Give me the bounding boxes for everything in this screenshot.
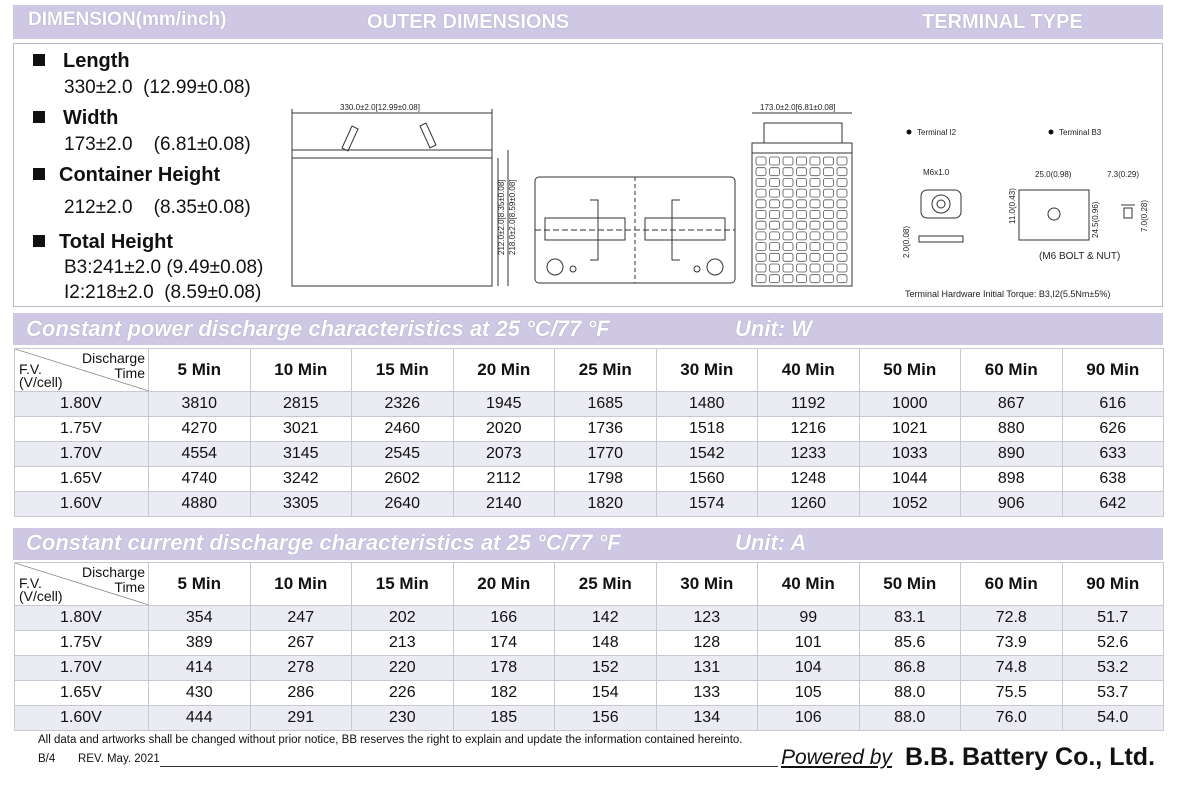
- value-cell: 154: [555, 681, 657, 706]
- table-row: [15, 606, 1164, 631]
- value-cell: 3305: [250, 492, 352, 517]
- table-corner-header: [15, 349, 149, 392]
- corner-fv-label: F.V. (V/cell): [19, 575, 63, 604]
- table-header-row: [15, 563, 1164, 606]
- current-table-unit: Unit: A: [735, 530, 807, 555]
- side-width-label: 330.0±2.0[12.99±0.08]: [340, 103, 420, 112]
- value-cell: 75.5: [961, 681, 1063, 706]
- vent-cell: [797, 232, 807, 240]
- table-corner-header: [15, 563, 149, 606]
- value-cell: 1480: [656, 392, 758, 417]
- value-cell: 99: [758, 606, 860, 631]
- vent-cell: [824, 178, 834, 186]
- vent-cell: [783, 253, 793, 261]
- value-cell: 4554: [149, 442, 251, 467]
- terminal-type-label: TERMINAL TYPE: [922, 11, 1083, 33]
- table-row: [15, 492, 1164, 517]
- fv-cell: 1.75V: [15, 417, 149, 442]
- fv-cell: 1.80V: [15, 606, 149, 631]
- total-height-b3-value: B3:241±2.0 (9.49±0.08): [64, 257, 264, 278]
- vent-cell: [797, 243, 807, 251]
- value-cell: 4740: [149, 467, 251, 492]
- power-table-title: Constant power discharge characteristics at 25 °C/77 °F: [26, 316, 610, 341]
- value-cell: 626: [1062, 417, 1164, 442]
- value-cell: 156: [555, 706, 657, 731]
- column-header: 10 Min: [250, 563, 352, 606]
- vent-cell: [810, 189, 820, 197]
- vent-cell: [770, 211, 780, 219]
- battery-outline-drawing: [280, 95, 880, 295]
- vent-cell: [797, 275, 807, 283]
- vent-cell: [756, 243, 766, 251]
- total-height-i2-value: I2:218±2.0 (8.59±0.08): [64, 282, 262, 303]
- value-cell: 1798: [555, 467, 657, 492]
- value-cell: 88.0: [859, 681, 961, 706]
- b3-left-dim: 11.0(0.43): [1008, 188, 1017, 224]
- vent-cell: [837, 232, 847, 240]
- vent-cell: [810, 243, 820, 251]
- value-cell: 2460: [352, 417, 454, 442]
- total-height-heading: Total Height: [33, 231, 173, 254]
- bolt-label: (M6 BOLT & NUT): [1039, 251, 1121, 262]
- height-label-2: 218.0±2.0[8.59±0.08]: [508, 179, 517, 255]
- table-row: [15, 681, 1164, 706]
- value-cell: 54.0: [1062, 706, 1164, 731]
- column-header: 30 Min: [656, 349, 758, 392]
- vent-cell: [783, 178, 793, 186]
- vent-cell: [837, 189, 847, 197]
- table-row: [15, 467, 1164, 492]
- vent-cell: [756, 253, 766, 261]
- vent-cell: [824, 157, 834, 165]
- column-header: 40 Min: [758, 349, 860, 392]
- current-table: [14, 562, 1164, 731]
- i2-dim-label: 2.0(0.08): [902, 225, 911, 258]
- fv-cell: 1.75V: [15, 631, 149, 656]
- column-header: 60 Min: [961, 563, 1063, 606]
- vent-cell: [770, 157, 780, 165]
- value-cell: 278: [250, 656, 352, 681]
- vent-cell: [824, 253, 834, 261]
- vent-cell: [770, 189, 780, 197]
- value-cell: 633: [1062, 442, 1164, 467]
- value-cell: 1033: [859, 442, 961, 467]
- value-cell: 105: [758, 681, 860, 706]
- value-cell: 1044: [859, 467, 961, 492]
- value-cell: 4880: [149, 492, 251, 517]
- column-header: 50 Min: [859, 349, 961, 392]
- value-cell: 76.0: [961, 706, 1063, 731]
- vent-cell: [837, 211, 847, 219]
- vent-cell: [837, 264, 847, 272]
- value-cell: 85.6: [859, 631, 961, 656]
- vent-cell: [797, 168, 807, 176]
- vent-cell: [770, 232, 780, 240]
- vent-cell: [810, 275, 820, 283]
- value-cell: 1216: [758, 417, 860, 442]
- b3-mid-dim: 24.5(0.96): [1091, 201, 1100, 238]
- value-cell: 1542: [656, 442, 758, 467]
- company-name: B.B. Battery Co., Ltd.: [905, 743, 1156, 771]
- vent-cell: [810, 211, 820, 219]
- value-cell: 131: [656, 656, 758, 681]
- value-cell: 444: [149, 706, 251, 731]
- value-cell: 182: [453, 681, 555, 706]
- vent-cell: [783, 232, 793, 240]
- value-cell: 185: [453, 706, 555, 731]
- value-cell: 74.8: [961, 656, 1063, 681]
- vent-cell: [783, 168, 793, 176]
- vent-cell: [837, 157, 847, 165]
- corner-fv-label: F.V. (V/cell): [19, 361, 63, 390]
- value-cell: 906: [961, 492, 1063, 517]
- value-cell: 1574: [656, 492, 758, 517]
- vent-cell: [824, 243, 834, 251]
- width-value: 173±2.0 (6.81±0.08): [64, 134, 251, 155]
- value-cell: 134: [656, 706, 758, 731]
- vent-cell: [756, 211, 766, 219]
- vent-cell: [810, 178, 820, 186]
- value-cell: 1736: [555, 417, 657, 442]
- value-cell: 389: [149, 631, 251, 656]
- column-header: 15 Min: [352, 349, 454, 392]
- value-cell: 1820: [555, 492, 657, 517]
- value-cell: 1560: [656, 467, 758, 492]
- vent-cell: [783, 275, 793, 283]
- vent-cell: [824, 232, 834, 240]
- column-header: 50 Min: [859, 563, 961, 606]
- vent-cell: [837, 200, 847, 208]
- value-cell: 247: [250, 606, 352, 631]
- b3-top-dim: 25.0(0.98): [1035, 170, 1072, 179]
- vent-cell: [756, 189, 766, 197]
- column-header: 10 Min: [250, 349, 352, 392]
- value-cell: 230: [352, 706, 454, 731]
- fv-cell: 1.60V: [15, 706, 149, 731]
- value-cell: 1000: [859, 392, 961, 417]
- value-cell: 213: [352, 631, 454, 656]
- value-cell: 133: [656, 681, 758, 706]
- value-cell: 3242: [250, 467, 352, 492]
- value-cell: 3021: [250, 417, 352, 442]
- value-cell: 53.7: [1062, 681, 1164, 706]
- vent-cell: [783, 243, 793, 251]
- value-cell: 1233: [758, 442, 860, 467]
- side-view: [292, 109, 508, 286]
- value-cell: 83.1: [859, 606, 961, 631]
- value-cell: 51.7: [1062, 606, 1164, 631]
- vent-cell: [756, 221, 766, 229]
- table-row: [15, 706, 1164, 731]
- powered-by: Powered by: [781, 746, 892, 769]
- value-cell: 898: [961, 467, 1063, 492]
- vent-cell: [837, 253, 847, 261]
- current-table-title: Constant current discharge characteristics at 25 °C/77 °F: [26, 530, 621, 555]
- vent-cell: [824, 275, 834, 283]
- container-height-value: 212±2.0 (8.35±0.08): [64, 197, 251, 218]
- value-cell: 2326: [352, 392, 454, 417]
- value-cell: 226: [352, 681, 454, 706]
- vent-cell: [797, 221, 807, 229]
- table-row: [15, 631, 1164, 656]
- value-cell: 267: [250, 631, 352, 656]
- value-cell: 86.8: [859, 656, 961, 681]
- vent-cell: [797, 178, 807, 186]
- value-cell: 152: [555, 656, 657, 681]
- column-header: 25 Min: [555, 349, 657, 392]
- vent-cell: [810, 200, 820, 208]
- value-cell: 616: [1062, 392, 1164, 417]
- value-cell: 414: [149, 656, 251, 681]
- table-row: [15, 417, 1164, 442]
- footer-rule: [160, 766, 778, 767]
- m6-label: M6x1.0: [923, 168, 950, 177]
- value-cell: 890: [961, 442, 1063, 467]
- value-cell: 73.9: [961, 631, 1063, 656]
- value-cell: 430: [149, 681, 251, 706]
- value-cell: 52.6: [1062, 631, 1164, 656]
- vent-cell: [770, 178, 780, 186]
- corner-discharge-time-label: Discharge Time: [81, 564, 145, 595]
- vent-cell: [783, 189, 793, 197]
- value-cell: 2140: [453, 492, 555, 517]
- fv-cell: 1.80V: [15, 392, 149, 417]
- terminal-b3-shape: [1019, 190, 1135, 240]
- length-heading: Length: [33, 50, 130, 73]
- vent-cell: [770, 275, 780, 283]
- value-cell: 3810: [149, 392, 251, 417]
- vent-cell: [824, 211, 834, 219]
- value-cell: 101: [758, 631, 860, 656]
- table-row: [15, 656, 1164, 681]
- b3-right-dim: 7.3(0.29): [1107, 170, 1140, 179]
- column-header: 30 Min: [656, 563, 758, 606]
- table-row: [15, 442, 1164, 467]
- value-cell: 880: [961, 417, 1063, 442]
- value-cell: 142: [555, 606, 657, 631]
- value-cell: 2020: [453, 417, 555, 442]
- value-cell: 1021: [859, 417, 961, 442]
- column-header: 90 Min: [1062, 563, 1164, 606]
- vent-cell: [824, 221, 834, 229]
- value-cell: 202: [352, 606, 454, 631]
- vent-cell: [837, 243, 847, 251]
- value-cell: 1945: [453, 392, 555, 417]
- vent-cell: [824, 168, 834, 176]
- value-cell: 1518: [656, 417, 758, 442]
- value-cell: 642: [1062, 492, 1164, 517]
- terminal-i2-shape: [919, 190, 963, 242]
- value-cell: 2545: [352, 442, 454, 467]
- vent-cell: [783, 200, 793, 208]
- vent-cell: [770, 243, 780, 251]
- table-header-row: [15, 349, 1164, 392]
- value-cell: 291: [250, 706, 352, 731]
- power-table: [14, 348, 1164, 517]
- column-header: 60 Min: [961, 349, 1063, 392]
- top-view: [535, 177, 735, 283]
- vent-cell: [810, 264, 820, 272]
- vent-cell: [770, 253, 780, 261]
- vent-cell: [770, 200, 780, 208]
- vent-cell: [837, 275, 847, 283]
- value-cell: 104: [758, 656, 860, 681]
- value-cell: 286: [250, 681, 352, 706]
- fv-cell: 1.70V: [15, 656, 149, 681]
- value-cell: 128: [656, 631, 758, 656]
- column-header: 40 Min: [758, 563, 860, 606]
- vent-cell: [810, 221, 820, 229]
- column-header: 15 Min: [352, 563, 454, 606]
- vent-cell: [770, 264, 780, 272]
- vent-cell: [810, 232, 820, 240]
- vent-cell: [810, 157, 820, 165]
- disclaimer: All data and artworks shall be changed without prior notice, BB reserves the right to explain and update the information contained hereinto.: [38, 734, 743, 746]
- fv-cell: 1.65V: [15, 681, 149, 706]
- terminal-i2-label: Terminal I2: [917, 128, 957, 137]
- page-number: B/4: [38, 753, 56, 765]
- value-cell: 178: [453, 656, 555, 681]
- torque-note: Terminal Hardware Initial Torque: B3,I2(5.5Nm±5%): [905, 289, 1111, 299]
- terminal-b3-label: Terminal B3: [1059, 128, 1102, 137]
- vent-cell: [756, 200, 766, 208]
- container-height-heading: Container Height: [33, 164, 220, 187]
- vent-cell: [770, 221, 780, 229]
- vent-cell: [837, 178, 847, 186]
- revision: REV. May. 2021: [78, 753, 160, 765]
- width-heading: Width: [33, 107, 118, 130]
- power-table-unit: Unit: W: [735, 316, 812, 341]
- value-cell: 638: [1062, 467, 1164, 492]
- vent-cell: [797, 211, 807, 219]
- vent-cell: [756, 178, 766, 186]
- corner-discharge-time-label: Discharge Time: [81, 350, 145, 381]
- vent-cell: [756, 232, 766, 240]
- column-header: 5 Min: [149, 563, 251, 606]
- vent-cell: [770, 168, 780, 176]
- value-cell: 1052: [859, 492, 961, 517]
- fv-cell: 1.60V: [15, 492, 149, 517]
- vent-cell: [783, 264, 793, 272]
- column-header: 5 Min: [149, 349, 251, 392]
- end-view-grid: [756, 157, 847, 283]
- vent-cell: [824, 264, 834, 272]
- vent-cell: [824, 200, 834, 208]
- value-cell: 2073: [453, 442, 555, 467]
- value-cell: 3145: [250, 442, 352, 467]
- outer-dimensions-label: OUTER DIMENSIONS: [367, 11, 570, 33]
- table-row: [15, 392, 1164, 417]
- vent-cell: [756, 275, 766, 283]
- vent-cell: [824, 189, 834, 197]
- value-cell: 2602: [352, 467, 454, 492]
- vent-cell: [797, 264, 807, 272]
- vent-cell: [797, 200, 807, 208]
- vent-cell: [837, 221, 847, 229]
- value-cell: 1685: [555, 392, 657, 417]
- value-cell: 1192: [758, 392, 860, 417]
- value-cell: 220: [352, 656, 454, 681]
- vent-cell: [756, 264, 766, 272]
- value-cell: 2815: [250, 392, 352, 417]
- value-cell: 1260: [758, 492, 860, 517]
- value-cell: 1248: [758, 467, 860, 492]
- column-header: 90 Min: [1062, 349, 1164, 392]
- column-header: 20 Min: [453, 563, 555, 606]
- vent-cell: [783, 221, 793, 229]
- length-value: 330±2.0 (12.99±0.08): [64, 77, 251, 98]
- vent-cell: [797, 189, 807, 197]
- value-cell: 88.0: [859, 706, 961, 731]
- value-cell: 174: [453, 631, 555, 656]
- fv-cell: 1.70V: [15, 442, 149, 467]
- vent-cell: [756, 157, 766, 165]
- column-header: 25 Min: [555, 563, 657, 606]
- fv-cell: 1.65V: [15, 467, 149, 492]
- terminal-drawing: [895, 120, 1160, 305]
- value-cell: 354: [149, 606, 251, 631]
- vent-cell: [783, 211, 793, 219]
- vent-cell: [756, 168, 766, 176]
- value-cell: 2640: [352, 492, 454, 517]
- vent-cell: [810, 168, 820, 176]
- value-cell: 148: [555, 631, 657, 656]
- b3-far-dim: 7.0(0.28): [1140, 199, 1149, 232]
- value-cell: 72.8: [961, 606, 1063, 631]
- column-header: 20 Min: [453, 349, 555, 392]
- dimension-label: DIMENSION(mm/inch): [28, 9, 227, 30]
- value-cell: 2112: [453, 467, 555, 492]
- height-label-1: 212.0±2.0[8.35±0.08]: [497, 179, 506, 255]
- value-cell: 867: [961, 392, 1063, 417]
- vent-cell: [810, 253, 820, 261]
- vent-cell: [837, 168, 847, 176]
- value-cell: 166: [453, 606, 555, 631]
- value-cell: 4270: [149, 417, 251, 442]
- vent-cell: [797, 157, 807, 165]
- value-cell: 123: [656, 606, 758, 631]
- vent-cell: [783, 157, 793, 165]
- value-cell: 1770: [555, 442, 657, 467]
- value-cell: 106: [758, 706, 860, 731]
- value-cell: 53.2: [1062, 656, 1164, 681]
- vent-cell: [797, 253, 807, 261]
- end-width-label: 173.0±2.0[6.81±0.08]: [760, 103, 836, 112]
